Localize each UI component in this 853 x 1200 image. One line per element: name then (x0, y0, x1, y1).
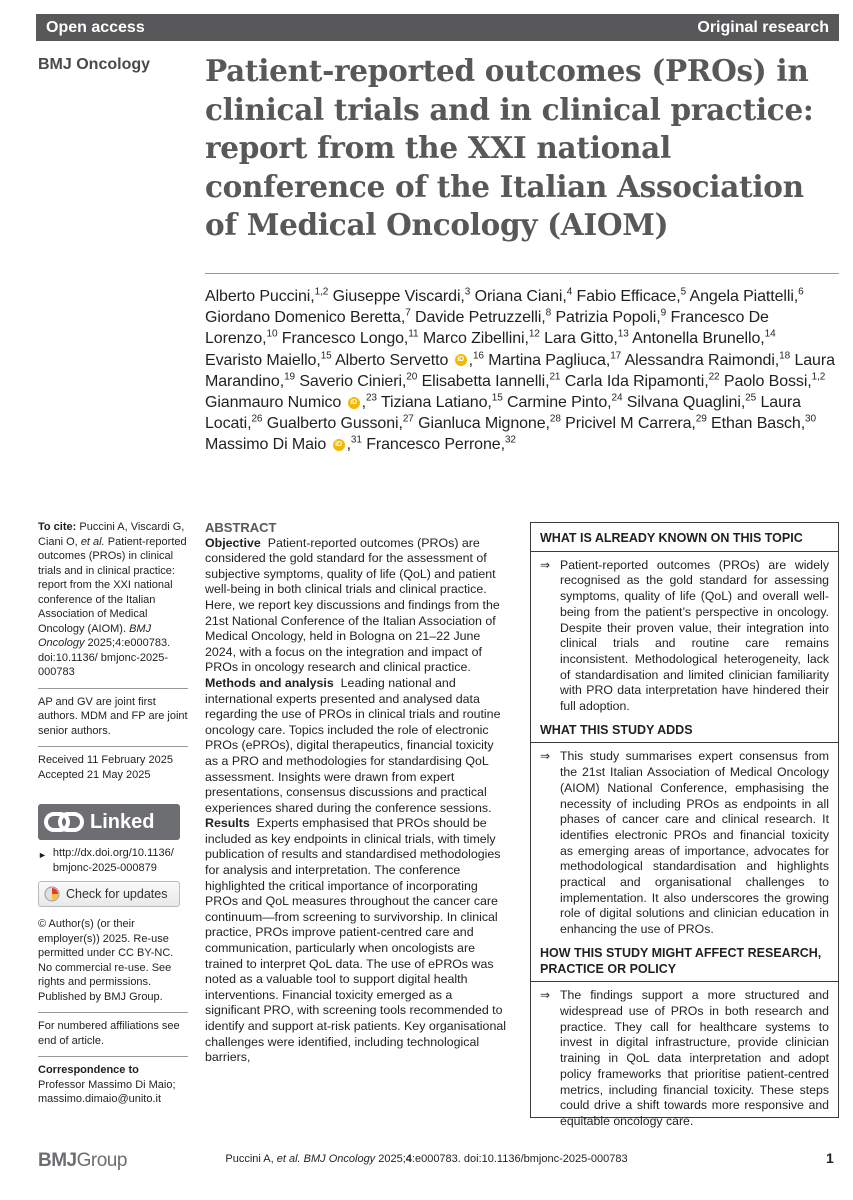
affiliation-number: 11 (408, 329, 419, 341)
author: Elisabetta Iannelli,$^{21}$ (421, 371, 561, 390)
author-name: Fabio Efficace (576, 288, 677, 305)
author-name: Angela Piattelli (689, 288, 794, 305)
affiliation-number: 6 (798, 286, 804, 298)
box-divider (531, 742, 838, 743)
author-name: Gualberto Gussoni (266, 415, 399, 433)
divider (38, 688, 188, 689)
affiliation-number: 15 (491, 392, 503, 404)
affiliation-number: 21 (549, 371, 561, 383)
affiliation-number: 17 (610, 350, 622, 362)
affiliation-number: 25 (745, 392, 757, 404)
author-name: Gianluca Mignone (418, 415, 546, 433)
affiliation-number: 24 (611, 392, 623, 404)
affiliation-number: 32 (504, 435, 516, 447)
author-name: Ethan Basch (711, 415, 801, 433)
affiliation-number: 22 (708, 371, 720, 383)
logo-bmj: BMJ (38, 1150, 77, 1171)
author-name: Saverio Cinieri (299, 372, 402, 390)
orcid-icon[interactable]: iD (333, 439, 345, 451)
box-bullet-known (540, 558, 829, 715)
affiliation-number: 7 (405, 307, 411, 319)
copyright-notice: © Author(s) (or their employer(s)) 2025. Re-use permitted under CC BY-NC. No commercial re-use. See rights and permissions. Published by BMJ Group. (38, 918, 174, 1003)
author: Gualberto Gussoni,$^{27}$ (266, 413, 414, 433)
section-label: Results (205, 816, 250, 831)
footer-doi: :e000783. doi:10.1136/bmjonc-2025-000783 (411, 1153, 628, 1165)
sidebar (38, 520, 188, 1107)
author: Carla Ida Ripamonti,$^{22}$ (564, 371, 720, 390)
author: Silvana Quaglini,$^{25}$ (626, 392, 757, 412)
section-label: Objective (205, 535, 261, 550)
received-date: Received 11 February 2025 (38, 754, 173, 766)
author-name: Alberto Servetto (335, 351, 449, 369)
author-name: Massimo Di Maio (205, 436, 327, 454)
author-name: Carmine Pinto (507, 394, 608, 412)
author-name: Giordano Domenico Beretta (205, 309, 401, 327)
bullet-text: The findings support a more structured and widespread use of PROs in both research and practice. They call for healthcare systems to invest in digital infrastructure, provide clinician training in QoL data interpretation and adopt policy frameworks that prioritise patient-centred metrics, including financial toxicity. These steps could drive a shift towards more responsive and equitable oncology care. (560, 988, 829, 1128)
box-heading-known: WHAT IS ALREADY KNOWN ON THIS TOPIC (540, 531, 803, 545)
footer-author: Puccini A, (225, 1153, 274, 1165)
abstract-methods (205, 676, 510, 816)
open-access-label: Open access (46, 18, 145, 36)
cite-etal: et al. (80, 535, 105, 548)
cite-doi: 2025;4:e000783. doi:10.1136/ bmjonc-2025-000783 (38, 637, 171, 678)
author-name: Alessandra Raimondi (624, 351, 775, 369)
key-messages-box (530, 522, 839, 1128)
affiliation-number: 5 (680, 286, 687, 298)
bullet-text: This study summarises expert consensus from the 21st Italian Association of Medical Oncology (AIOM) National Conference, emphasising the necessity of including PROs as endpoints in all phases of cancer care and clinical research. It identifies electronic PROs and financial toxicity as emerging areas of importance, advocates for methodological standardisation and highlights practical and organisational challenges to implementation. It also underscores the growing role of digital solutions and clinician education in enhancing the use of PROs. (560, 749, 829, 937)
author-list (205, 286, 835, 456)
affiliation-number: 16 (472, 350, 484, 362)
affiliations-note: For numbered affiliations see end of article. (38, 1020, 180, 1047)
affiliation-number: 9 (660, 307, 667, 319)
footer-journal: et al. BMJ Oncology (276, 1153, 376, 1165)
author-name: Evaristo Maiello (205, 351, 317, 369)
author-name: Gianmauro Numico (205, 394, 342, 412)
author-name: Laura Marandino (205, 351, 835, 390)
implies-arrow-icon: ⇒ (540, 988, 551, 1003)
author: Giordano Domenico Beretta,$^7$ (205, 307, 411, 327)
cite-text: Patient-reported outcomes (PROs) in clinical trials and in clinical practice: report from the XXI national conference of the Italian Association of Medical Oncology (AIOM). (38, 535, 187, 635)
abstract-heading: ABSTRACT (205, 520, 277, 535)
footer-volume: 4 (405, 1153, 412, 1165)
author-name: Tiziana Latiano (380, 394, 488, 412)
affiliation-number: 23 (365, 392, 377, 404)
bullet-text: Patient-reported outcomes (PROs) are widely recognised as the gold standard for assessing symptoms, quality of life (QoL) and overall well-being from the patient’s perspective in oncology. Despite their proven value, their integration into clinical trials and routine care remains inconsistent. Methodological heterogeneity, lack of standardisation and limited clinician familiarity with PRO data interpretation have hindered their full adoption. (560, 557, 829, 714)
author: Oriana Ciani,$^4$ (474, 286, 573, 305)
author-name: Oriana Ciani (474, 288, 563, 305)
joint-authors-note: AP and GV are joint first authors. MDM and FP are joint senior authors. (38, 695, 188, 737)
correspondence-name: Professor Massimo Di Maio; (38, 1078, 176, 1091)
affiliation-number: 29 (695, 413, 707, 425)
correspondence-email[interactable]: massimo.dimaio@unito.it (38, 1093, 162, 1105)
author: Alessandra Raimondi,$^{18}$ (624, 350, 791, 369)
author-name: Francesco Perrone (366, 436, 501, 454)
author-name: Paolo Bossi (723, 372, 808, 390)
affiliation-number: 19 (284, 371, 295, 383)
author-name: Elisabetta Iannelli (421, 372, 546, 390)
divider (38, 746, 188, 747)
author: Fabio Efficace,$^5$ (576, 286, 687, 305)
implies-arrow-icon: ⇒ (540, 749, 551, 764)
author-name: Patrizia Popoli (555, 309, 657, 327)
box-divider (531, 551, 838, 552)
affiliation-number: 1,2 (811, 371, 826, 383)
linked-label: Linked (90, 810, 155, 833)
affiliation-number: 18 (779, 350, 791, 362)
affiliation-number: 3 (464, 286, 471, 298)
box-heading-adds: WHAT THIS STUDY ADDS (540, 722, 693, 737)
author: Martina Pagliuca,$^{17}$ (488, 350, 622, 369)
abstract-results (205, 816, 510, 1066)
author-name: Francesco De Lorenzo (205, 309, 769, 348)
orcid-icon[interactable]: iD (348, 397, 360, 409)
author-name: Davide Petruzzelli (415, 309, 542, 327)
author-name: Martina Pagliuca (488, 351, 606, 369)
author: Pricivel M Carrera,$^{29}$ (565, 413, 707, 433)
affiliation-number: 30 (805, 413, 816, 425)
correspondence-heading: Correspondence to (38, 1064, 139, 1076)
author: Angela Piattelli,$^6$ (689, 286, 804, 305)
section-text: Experts emphasised that PROs should be included as key endpoints in clinical trials, with timely publication of results and standardised methodologies for analysis and interpretation. The conference highlighted the critical importance of incorporating PROs and QoL measures throughout the cancer care continuum—from screening to survivorship. In clinical practice, PROs improve patient-centred care and communication, particularly when oncologists are trained to interpret QoL data. The use of ePROs was noted as a valuable tool to support digital health interventions. Financial toxicity emerged as a significant PRO, with screening tools recommended to identify and support at-risk patients. Key organisational challenges were identified, including technological barriers, (205, 816, 506, 1065)
author: Giuseppe Viscardi,$^3$ (332, 286, 471, 305)
author: Francesco Longo,$^{11}$ (281, 329, 419, 348)
affiliation-number: 12 (528, 329, 540, 341)
abstract-objective (205, 536, 510, 676)
box-divider (531, 981, 838, 982)
journal-name: BMJ Oncology (38, 56, 151, 73)
implies-arrow-icon: ⇒ (540, 557, 551, 572)
author: Francesco Perrone,$^{32}$ (366, 435, 516, 454)
box-heading-impact: HOW THIS STUDY MIGHT AFFECT RESEARCH, PRACTICE OR POLICY (540, 945, 822, 976)
linked-badge[interactable] (38, 804, 180, 840)
author-name: Lara Gitto (544, 330, 614, 348)
affiliation-number: 31 (350, 435, 362, 447)
footer-year: 2025; (378, 1153, 406, 1165)
box-bullet-adds (540, 749, 829, 937)
check-updates-icon (44, 886, 60, 902)
author: Tiziana Latiano,$^{15}$ (380, 392, 503, 412)
cite-journal: BMJ Oncology (38, 622, 152, 649)
author-name: Silvana Quaglini (626, 394, 741, 412)
author: Massimo Di Maio iD ,$^{31}$ (205, 435, 362, 454)
author-name: Francesco Longo (281, 330, 404, 348)
author: Davide Petruzzelli,$^8$ (415, 307, 552, 327)
section-label: Methods and analysis (205, 675, 334, 690)
author: Gianluca Mignone,$^{28}$ (418, 413, 561, 433)
article-type-label: Original research (697, 18, 829, 36)
author: Laura Locati,$^{26}$ (205, 394, 801, 433)
author-name: Alberto Puccini (205, 288, 311, 305)
author: Antonella Brunello,$^{14}$ (632, 329, 776, 348)
affiliation-number: 28 (549, 413, 561, 425)
affiliation-number: 20 (406, 371, 418, 383)
article-title: Patient-reported outcomes (PROs) in clinical trials and in clinical practice: report from the XXI national conference of the Italian Association of Medical Oncology (AIOM) (205, 53, 814, 242)
page-number: 1 (826, 1150, 834, 1166)
author: Paolo Bossi,$^{1,2}$ (723, 371, 826, 390)
author-name: Antonella Brunello (632, 330, 761, 348)
check-for-updates-button[interactable] (38, 881, 180, 907)
citation-block (38, 520, 188, 680)
accepted-date: Accepted 21 May 2025 (38, 768, 151, 781)
author: Carmine Pinto,$^{24}$ (507, 392, 623, 412)
affiliation-number: 10 (266, 329, 278, 341)
title-divider (205, 273, 839, 274)
divider (38, 1056, 188, 1057)
affiliation-number: 8 (545, 307, 552, 319)
affiliation-number: 15 (320, 350, 332, 362)
affiliation-number: 26 (251, 413, 263, 425)
author: Evaristo Maiello,$^{15}$ (205, 350, 332, 369)
box-bullet-impact (540, 988, 829, 1129)
author: Alberto Servetto iD ,$^{16}$ (335, 350, 484, 369)
author: Alberto Puccini,$^{1,2}$ (205, 286, 329, 305)
author: Patrizia Popoli,$^9$ (555, 307, 667, 327)
affiliation-number: 4 (566, 286, 573, 298)
abstract (205, 520, 510, 1066)
section-text: Leading national and international experts presented and analysed data regarding the use of PROs in clinical trials and routine oncology care. Topics included the role of electronic PROs (ePROs), digital therapeutics, financial toxicity as a PRO and methodologies for standardising QoL assessment. Insights were drawn from expert presentations, consensus discussions and practical experiences shared during the conference sessions. (205, 675, 501, 815)
author-name: Marco Zibellini (422, 330, 525, 348)
author: Francesco De Lorenzo,$^{10}$ (205, 309, 769, 348)
arrow-icon: ► (38, 850, 47, 860)
linked-article-link[interactable]: http://dx.doi.org/10.1136/ bmjonc-2025-000879 (52, 847, 174, 874)
author: Gianmauro Numico iD ,$^{23}$ (205, 392, 377, 412)
author: Saverio Cinieri,$^{20}$ (299, 371, 418, 390)
author-name: Pricivel M Carrera (565, 415, 692, 433)
linked-article (38, 846, 188, 875)
author-name: Giuseppe Viscardi (332, 288, 461, 305)
orcid-icon[interactable]: iD (455, 354, 467, 366)
cite-label: To cite: (38, 521, 77, 533)
footer-citation (0, 1153, 853, 1165)
author: Ethan Basch,$^{30}$ (711, 413, 816, 433)
affiliation-number: 14 (764, 329, 776, 341)
check-updates-label: Check for updates (66, 886, 168, 901)
correspondence-label (38, 1063, 188, 1078)
author-name: Carla Ida Ripamonti (564, 372, 705, 390)
affiliation-number: 27 (402, 413, 414, 425)
divider (38, 1012, 188, 1013)
header-bar (36, 14, 839, 41)
author: Laura Marandino,$^{19}$ (205, 351, 835, 390)
section-text: Patient-reported outcomes (PROs) are considered the gold standard for the assessment of subjective symptoms, quality of life (QoL) and patient well-being in both clinical trials and clinical practice. Here, we report key discussions and findings from the 21st National Conference of the Italian Association of Medical Oncology, held in Bologna on 21–22 June 2024, with a focus on the integration and impact of PROs in oncology research and clinical practice. (205, 535, 500, 675)
affiliation-number: 1,2 (314, 286, 329, 298)
linked-icon (44, 810, 84, 834)
author: Lara Gitto,$^{13}$ (544, 329, 629, 348)
cite-text: Puccini A, Viscardi G, Ciani O, (38, 521, 185, 548)
author-name: Laura Locati (205, 394, 801, 433)
author: Marco Zibellini,$^{12}$ (422, 329, 540, 348)
logo-group: Group (76, 1150, 127, 1171)
affiliation-number: 13 (617, 329, 629, 341)
